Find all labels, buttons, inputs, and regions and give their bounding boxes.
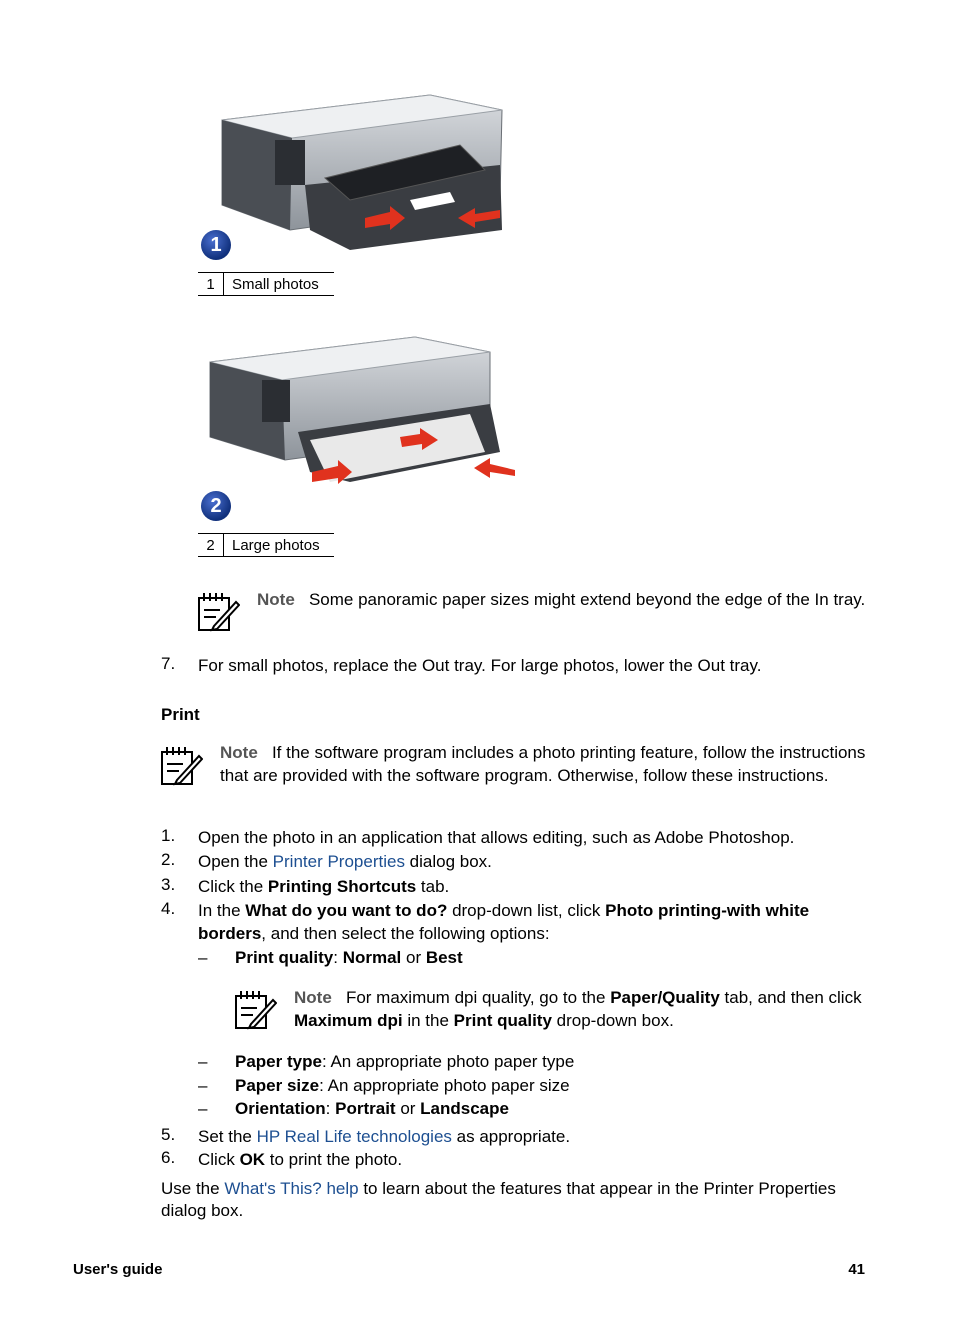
step-number: 7. xyxy=(161,654,176,673)
note-icon xyxy=(159,744,203,788)
caption-text: Large photos xyxy=(224,534,335,557)
caption-text: Small photos xyxy=(224,273,335,296)
note-body: Some panoramic paper sizes might extend beyond the edge of the In tray. xyxy=(308,590,866,609)
step-number: 4. xyxy=(161,899,176,918)
whats-this-help-link[interactable]: What's This? help xyxy=(224,1179,359,1198)
step-number: 5. xyxy=(161,1125,176,1144)
caption-number: 2 xyxy=(198,534,224,557)
note-text-3: Note For maximum dpi quality, go to the Paper/Quality tab, and then click Maximum dpi in the Print quality drop-down box. xyxy=(294,988,862,1030)
step-text: Click the Printing Shortcuts tab. xyxy=(198,877,450,896)
note-text-2 xyxy=(220,742,870,787)
step-text: Click OK to print the photo. xyxy=(198,1150,403,1169)
dash: – xyxy=(198,1076,208,1095)
figure-caption-1 xyxy=(198,272,334,296)
step-text: In the What do you want to do? drop-down list, click Photo printing-with white borders, and then select the following options: xyxy=(198,901,810,943)
note-icon xyxy=(196,590,240,634)
closing-paragraph: Use the What's This? help to learn about the features that appear in the Printer Properties dialog box. xyxy=(161,1179,836,1220)
hp-real-life-link[interactable]: HP Real Life technologies xyxy=(256,1127,452,1146)
step-text: Open the photo in an application that allows editing, such as Adobe Photoshop. xyxy=(198,828,795,847)
printer-illustration-2 xyxy=(200,332,520,522)
footer-title: User's guide xyxy=(73,1261,163,1278)
note-body: If the software program includes a photo printing feature, follow the instructions that are provided with the software program. Otherwise, follow these instructions. xyxy=(220,743,866,785)
printer-properties-link[interactable]: Printer Properties xyxy=(272,852,405,871)
note-label: Note xyxy=(220,743,258,762)
step-text: Set the HP Real Life technologies as appropriate. xyxy=(198,1127,571,1146)
figure-number-badge-2: 2 xyxy=(201,491,231,521)
section-heading: Print xyxy=(161,705,200,724)
dash: – xyxy=(198,1052,208,1071)
note-label: Note xyxy=(294,988,332,1007)
printer-figure-small-photos xyxy=(200,90,510,260)
note-text-1 xyxy=(257,589,869,611)
note-icon xyxy=(233,988,277,1032)
printer-figure-large-photos xyxy=(200,332,520,522)
dash: – xyxy=(198,948,208,967)
note-label: Note xyxy=(257,590,295,609)
step-number: 1. xyxy=(161,826,176,845)
figure-number-badge-1: 1 xyxy=(201,230,231,260)
step-number: 2. xyxy=(161,850,176,869)
step-text: For small photos, replace the Out tray. For large photos, lower the Out tray. xyxy=(198,656,762,675)
step-number: 6. xyxy=(161,1148,176,1167)
step-number: 3. xyxy=(161,875,176,894)
printer-illustration-1 xyxy=(200,90,510,260)
dash: – xyxy=(198,1099,208,1118)
page-number: 41 xyxy=(848,1261,865,1278)
caption-number: 1 xyxy=(198,273,224,296)
figure-caption-2 xyxy=(198,533,334,557)
step-text: Open the Printer Properties dialog box. xyxy=(198,852,492,871)
